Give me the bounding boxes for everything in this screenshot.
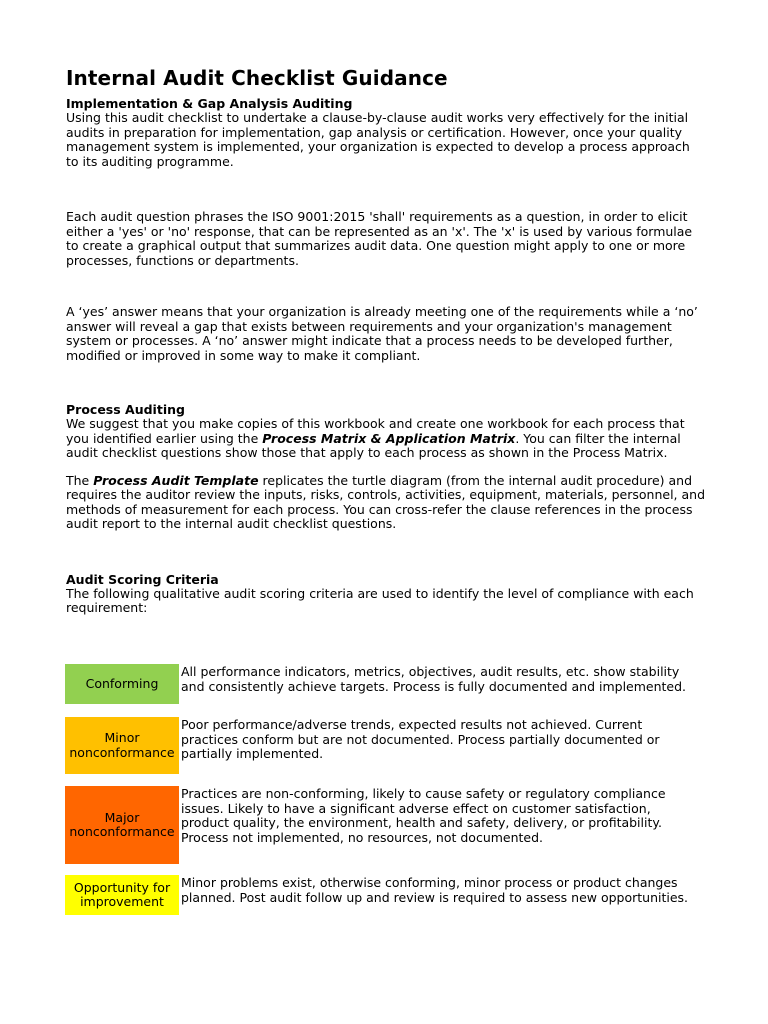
paragraph-implementation-3: A ‘yes’ answer means that your organization is already meeting one of the requirements while a ‘no’ answer will reveal a gap that exists between requirements and your organization's management system or processes. A ‘no’ answer might indicate that a process needs to be developed further, modified or improved in some way to make it compliant. xyxy=(66,304,698,363)
section-heading-scoring: Audit Scoring Criteria xyxy=(66,571,219,587)
paragraph-implementation-1: Using this audit checklist to undertake a clause-by-clause audit works very effectively for the initial audits in preparation for implementation, gap analysis or certification. However, once your quality management system is implemented, your organization is expected to develop a process approach to its auditing programme. xyxy=(66,110,690,169)
criterion-badge-minor: Minor nonconformance xyxy=(65,717,179,774)
criterion-row-minor xyxy=(65,717,705,775)
criterion-description-major: Practices are non-conforming, likely to cause safety or regulatory compliance issues. Likely to have a significant adverse effect on customer satisfaction, product quality, the environment, health and safety, delivery, or profitability. Process not implemented, no resources, not documented. xyxy=(181,786,666,845)
document-page xyxy=(66,66,706,616)
criterion-badge-major: Major nonconformance xyxy=(65,786,179,864)
criterion-description-minor: Poor performance/adverse trends, expected results not achieved. Current practices conform but are not documented. Process partially documented or partially implemented. xyxy=(181,717,660,761)
process-audit-template-reference: Process Audit Template xyxy=(93,472,259,488)
paragraph-scoring-intro: The following qualitative audit scoring criteria are used to identify the level of compliance with each requirement: xyxy=(66,585,694,615)
paragraph-process-2: The Process Audit Template replicates the turtle diagram (from the internal audit procedure) and requires the auditor review the inputs, risks, controls, activities, equipment, materials, personnel, and methods of measurement for each process. You can cross-refer the clause references in the process audit report to the internal audit checklist questions. xyxy=(66,472,706,531)
paragraph-implementation-2: Each audit question phrases the ISO 9001:2015 'shall' requirements as a question, in order to elicit either a 'yes' or 'no' response, that can be represented as an 'x'. The 'x' is used by various formulae to create a graphical output that summarizes audit data. One question might apply to one or more processes, functions or departments. xyxy=(66,209,693,268)
criterion-row-major xyxy=(65,786,705,864)
process-matrix-reference: Process Matrix & Application Matrix xyxy=(262,430,516,446)
criterion-badge-conforming: Conforming xyxy=(65,664,179,704)
criterion-badge-opportunity: Opportunity for improvement xyxy=(65,875,179,915)
section-heading-process-auditing: Process Auditing xyxy=(66,402,185,417)
criterion-row-conforming xyxy=(65,664,705,706)
criterion-description-opportunity: Minor problems exist, otherwise conforming, minor process or product changes planned. Post audit follow up and review is required to assess new opportunities. xyxy=(181,875,689,905)
criterion-row-opportunity xyxy=(65,875,705,917)
paragraph-process-1: We suggest that you make copies of this workbook and create one workbook for each process that you identified earlier using the Process Matrix & Application Matrix. You can filter the internal audit checklist questions show those that apply to each process as shown in the Process Matrix. xyxy=(66,416,685,460)
page-title: Internal Audit Checklist Guidance xyxy=(66,66,448,90)
criterion-description-conforming: All performance indicators, metrics, objectives, audit results, etc. show stability and consistently achieve targets. Process is fully documented and implemented. xyxy=(181,664,687,694)
section-heading-implementation: Implementation & Gap Analysis Auditing xyxy=(66,96,353,111)
